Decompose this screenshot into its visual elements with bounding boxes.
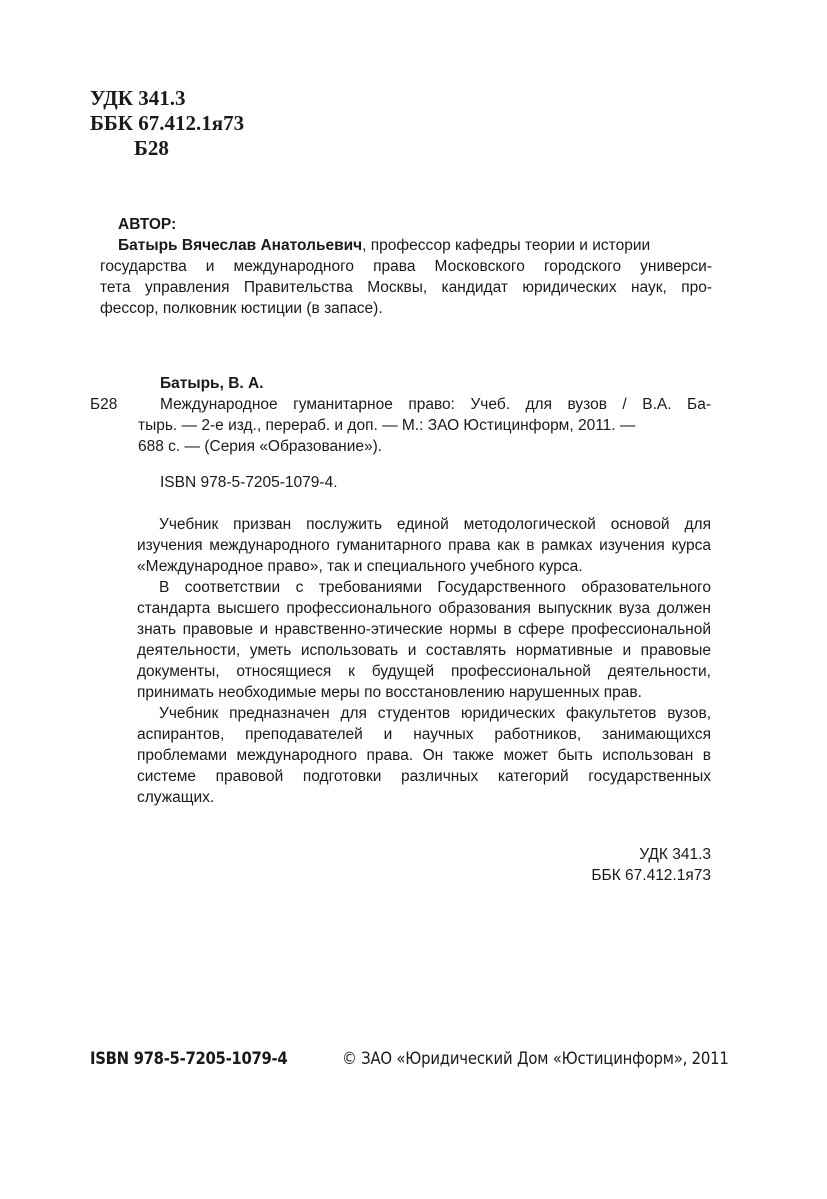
abstract-paragraph: Учебник предназначен для студентов юридических факультетов вузов, аспирантов, преподавателей и научных работников, занимающихся проблемами международного права. Он также может быть использован в системе правовой подготовки различных категорий государственных служащих. [137, 705, 711, 806]
catalog-isbn: ISBN 978-5-7205-1079-4. [160, 474, 338, 491]
catalog-description [138, 394, 711, 457]
abstract-paragraph: Учебник призван послужить единой методологической основой для изучения международного гуманитарного права как в рамках изучения курса «Международное право», так и специального учебного курса. [137, 516, 711, 575]
catalog-line: тырь. — 2-е изд., перераб. и доп. — М.: ЗАО Юстицинформ, 2011. — [138, 417, 636, 434]
footer-udk: УДК 341.3 [639, 846, 711, 863]
catalog-line: Международное гуманитарное право: Учеб. для вузов / В.А. Ба- [160, 396, 711, 413]
bbk-code: ББК 67.412.1я73 [90, 111, 245, 135]
abstract [137, 514, 711, 808]
copyright: © ЗАО «Юридический Дом «Юстицинформ», 2011 [342, 1049, 729, 1068]
author-line: государства и международного права Московского городского универси- [100, 258, 712, 275]
footer-bbk: ББК 67.412.1я73 [591, 867, 711, 884]
author-sign-code: Б28 [134, 136, 169, 160]
author-title: , профессор кафедры теории и истории [362, 237, 651, 254]
author-description [100, 235, 712, 319]
author-line: тета управления Правительства Москвы, кандидат юридических наук, про- [100, 279, 712, 296]
catalog-code: Б28 [90, 396, 118, 413]
author-line: фессор, полковник юстиции (в запасе). [100, 300, 383, 317]
catalog-line: 688 с. — (Серия «Образование»). [138, 438, 383, 455]
catalog-heading: Батырь, В. А. [160, 375, 264, 392]
author-name: Батырь Вячеслав Анатольевич [118, 237, 363, 254]
abstract-paragraph: В соответствии с требованиями Государственного образовательного стандарта высшего профессионального образования выпускник вуза должен знать правовые и нравственно-этические нормы в сфере профессиональной деятельности, уметь использовать и составлять нормативные и правовые документы, относящиеся к будущей профессиональной деятельности, принимать необходимые меры по восстановлению нарушенных прав. [137, 579, 711, 701]
author-label: АВТОР: [118, 216, 177, 233]
bottom-isbn: ISBN 978-5-7205-1079-4 [90, 1049, 288, 1068]
udk-code: УДК 341.3 [90, 86, 186, 110]
